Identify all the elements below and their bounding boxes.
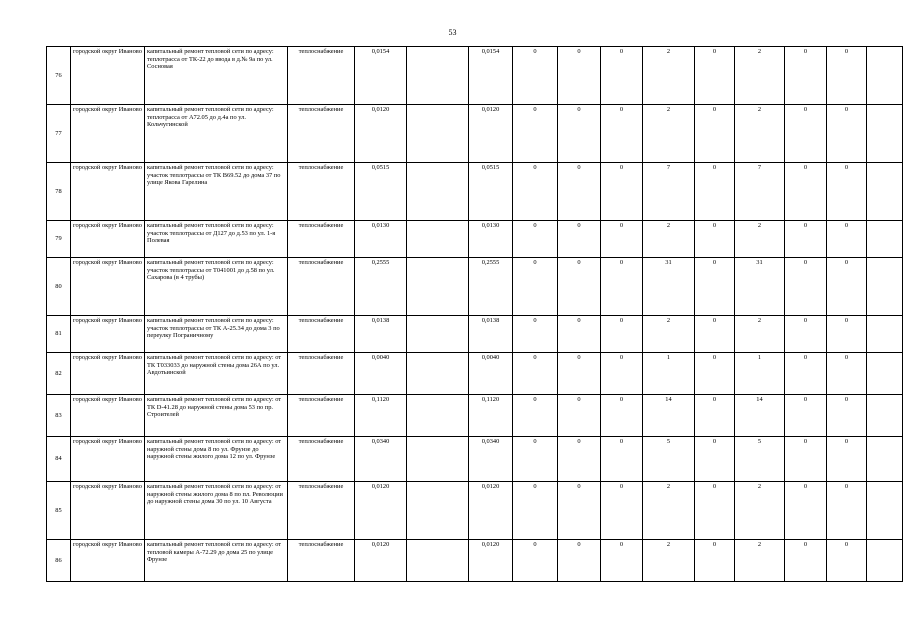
value-cell-3: 0,0340: [469, 437, 513, 482]
value-cell-10: 0: [785, 395, 827, 437]
municipality-cell: городской округ Иваново: [71, 163, 145, 221]
value-cell-10: 0: [785, 221, 827, 258]
value-cell-2: [407, 353, 469, 395]
value-cell-4: 0: [513, 258, 558, 316]
municipality-cell: городской округ Иваново: [71, 258, 145, 316]
value-cell-1: 0,0120: [355, 482, 407, 540]
value-cell-5: 0: [558, 163, 601, 221]
value-cell-3: 0,0138: [469, 316, 513, 353]
municipality-cell: городской округ Иваново: [71, 482, 145, 540]
value-cell-4: 0: [513, 540, 558, 582]
municipality-cell: городской округ Иваново: [71, 395, 145, 437]
value-cell-6: 0: [601, 482, 643, 540]
value-cell-1: 0,0040: [355, 353, 407, 395]
value-cell-12: [867, 47, 903, 105]
value-cell-12: [867, 395, 903, 437]
value-cell-3: 0,1120: [469, 395, 513, 437]
value-cell-2: [407, 540, 469, 582]
description-cell: капитальный ремонт тепловой сети по адресу: теплотрасса от ТК-22 до ввода в д.№ 9а по ул. Сосновая: [145, 47, 288, 105]
type-cell: теплоснабжение: [288, 163, 355, 221]
row-number: 83: [47, 395, 71, 437]
value-cell-1: 0,0120: [355, 540, 407, 582]
table-row: [47, 353, 903, 395]
table-row: [47, 47, 903, 105]
value-cell-5: 0: [558, 316, 601, 353]
value-cell-6: 0: [601, 395, 643, 437]
value-cell-11: 0: [827, 395, 867, 437]
value-cell-11: 0: [827, 47, 867, 105]
value-cell-10: 0: [785, 47, 827, 105]
value-cell-7: 2: [643, 482, 695, 540]
value-cell-7: 2: [643, 316, 695, 353]
value-cell-4: 0: [513, 105, 558, 163]
type-cell: теплоснабжение: [288, 540, 355, 582]
value-cell-10: 0: [785, 540, 827, 582]
table-row: [47, 258, 903, 316]
page-number: 53: [448, 28, 457, 37]
value-cell-12: [867, 540, 903, 582]
row-number: 76: [47, 47, 71, 105]
value-cell-8: 0: [695, 258, 735, 316]
value-cell-9: 14: [735, 395, 785, 437]
municipality-cell: городской округ Иваново: [71, 47, 145, 105]
value-cell-8: 0: [695, 437, 735, 482]
value-cell-12: [867, 163, 903, 221]
value-cell-6: 0: [601, 47, 643, 105]
value-cell-3: 0,0515: [469, 163, 513, 221]
value-cell-11: 0: [827, 540, 867, 582]
value-cell-9: 2: [735, 221, 785, 258]
value-cell-7: 2: [643, 47, 695, 105]
value-cell-11: 0: [827, 163, 867, 221]
value-cell-7: 7: [643, 163, 695, 221]
value-cell-7: 2: [643, 540, 695, 582]
description-cell: капитальный ремонт тепловой сети по адресу: от тепловой камеры А-72.29 до дома 25 по улице Фрунзе: [145, 540, 288, 582]
type-cell: теплоснабжение: [288, 316, 355, 353]
value-cell-2: [407, 482, 469, 540]
type-cell: теплоснабжение: [288, 47, 355, 105]
value-cell-12: [867, 482, 903, 540]
value-cell-10: 0: [785, 353, 827, 395]
value-cell-3: 0,0120: [469, 540, 513, 582]
value-cell-8: 0: [695, 395, 735, 437]
value-cell-11: 0: [827, 258, 867, 316]
row-number: 84: [47, 437, 71, 482]
value-cell-11: 0: [827, 105, 867, 163]
value-cell-9: 2: [735, 540, 785, 582]
type-cell: теплоснабжение: [288, 353, 355, 395]
value-cell-7: 31: [643, 258, 695, 316]
value-cell-6: 0: [601, 105, 643, 163]
value-cell-9: 2: [735, 316, 785, 353]
value-cell-12: [867, 437, 903, 482]
value-cell-10: 0: [785, 482, 827, 540]
value-cell-1: 0,0130: [355, 221, 407, 258]
value-cell-2: [407, 258, 469, 316]
value-cell-2: [407, 395, 469, 437]
value-cell-1: 0,0120: [355, 105, 407, 163]
value-cell-2: [407, 437, 469, 482]
value-cell-9: 2: [735, 47, 785, 105]
table-row: [47, 395, 903, 437]
value-cell-5: 0: [558, 482, 601, 540]
value-cell-4: 0: [513, 316, 558, 353]
value-cell-2: [407, 163, 469, 221]
value-cell-6: 0: [601, 540, 643, 582]
municipality-cell: городской округ Иваново: [71, 221, 145, 258]
value-cell-5: 0: [558, 437, 601, 482]
value-cell-5: 0: [558, 353, 601, 395]
municipality-cell: городской округ Иваново: [71, 540, 145, 582]
value-cell-9: 2: [735, 105, 785, 163]
value-cell-1: 0,1120: [355, 395, 407, 437]
value-cell-6: 0: [601, 221, 643, 258]
value-cell-6: 0: [601, 163, 643, 221]
description-cell: капитальный ремонт тепловой сети по адресу: теплотрасса от А72.05 до д.4а по ул. Кольчугинской: [145, 105, 288, 163]
value-cell-11: 0: [827, 353, 867, 395]
row-number: 77: [47, 105, 71, 163]
value-cell-5: 0: [558, 395, 601, 437]
data-table: [46, 46, 903, 582]
value-cell-12: [867, 105, 903, 163]
row-number: 80: [47, 258, 71, 316]
value-cell-12: [867, 353, 903, 395]
table-row: [47, 482, 903, 540]
value-cell-8: 0: [695, 353, 735, 395]
value-cell-4: 0: [513, 221, 558, 258]
value-cell-6: 0: [601, 353, 643, 395]
value-cell-9: 5: [735, 437, 785, 482]
value-cell-4: 0: [513, 437, 558, 482]
row-number: 79: [47, 221, 71, 258]
value-cell-11: 0: [827, 316, 867, 353]
row-number: 81: [47, 316, 71, 353]
value-cell-6: 0: [601, 437, 643, 482]
value-cell-8: 0: [695, 105, 735, 163]
value-cell-3: 0,2555: [469, 258, 513, 316]
table-row: [47, 316, 903, 353]
row-number: 85: [47, 482, 71, 540]
description-cell: капитальный ремонт тепловой сети по адресу: участок теплотрассы от Т041001 до д.58 по ул. Сахарова (в 4 трубы): [145, 258, 288, 316]
type-cell: теплоснабжение: [288, 395, 355, 437]
table-row: [47, 540, 903, 582]
table-row: [47, 437, 903, 482]
description-cell: капитальный ремонт тепловой сети по адресу: от наружной стены жилого дома 8 по пл. Революции до наружной стены дома 30 по ул. 10 Августа: [145, 482, 288, 540]
value-cell-4: 0: [513, 47, 558, 105]
value-cell-2: [407, 105, 469, 163]
value-cell-11: 0: [827, 482, 867, 540]
description-cell: капитальный ремонт тепловой сети по адресу: от ТК Т033033 до наружной стены дома 26А по ул. Авдотьинской: [145, 353, 288, 395]
value-cell-1: 0,0138: [355, 316, 407, 353]
value-cell-3: 0,0120: [469, 105, 513, 163]
value-cell-10: 0: [785, 437, 827, 482]
value-cell-1: 0,2555: [355, 258, 407, 316]
value-cell-4: 0: [513, 163, 558, 221]
type-cell: теплоснабжение: [288, 437, 355, 482]
value-cell-8: 0: [695, 482, 735, 540]
description-cell: капитальный ремонт тепловой сети по адресу: участок теплотрассы от Д127 до д.53 по ул. 1-я Полевая: [145, 221, 288, 258]
type-cell: теплоснабжение: [288, 105, 355, 163]
row-number: 82: [47, 353, 71, 395]
value-cell-12: [867, 316, 903, 353]
table-row: [47, 163, 903, 221]
value-cell-9: 2: [735, 482, 785, 540]
value-cell-1: 0,0340: [355, 437, 407, 482]
description-cell: капитальный ремонт тепловой сети по адресу: от ТК D-41.28 до наружной стены дома 53 по пр. Строителей: [145, 395, 288, 437]
value-cell-4: 0: [513, 482, 558, 540]
value-cell-4: 0: [513, 395, 558, 437]
value-cell-4: 0: [513, 353, 558, 395]
description-cell: капитальный ремонт тепловой сети по адресу: участок теплотрассы от ТК А-25.34 до дома 3 по переулку Пограничному: [145, 316, 288, 353]
type-cell: теплоснабжение: [288, 258, 355, 316]
value-cell-10: 0: [785, 316, 827, 353]
value-cell-5: 0: [558, 105, 601, 163]
value-cell-9: 7: [735, 163, 785, 221]
municipality-cell: городской округ Иваново: [71, 437, 145, 482]
value-cell-8: 0: [695, 163, 735, 221]
value-cell-12: [867, 221, 903, 258]
value-cell-3: 0,0154: [469, 47, 513, 105]
value-cell-10: 0: [785, 258, 827, 316]
description-cell: капитальный ремонт тепловой сети по адресу: от наружной стены дома 8 по ул. Фрунзе до наружной стены жилого дома 12 по ул. Фрунзе: [145, 437, 288, 482]
value-cell-7: 1: [643, 353, 695, 395]
value-cell-5: 0: [558, 47, 601, 105]
value-cell-8: 0: [695, 316, 735, 353]
value-cell-5: 0: [558, 258, 601, 316]
value-cell-10: 0: [785, 105, 827, 163]
value-cell-2: [407, 47, 469, 105]
type-cell: теплоснабжение: [288, 482, 355, 540]
value-cell-7: 14: [643, 395, 695, 437]
row-number: 78: [47, 163, 71, 221]
value-cell-1: 0,0515: [355, 163, 407, 221]
value-cell-1: 0,0154: [355, 47, 407, 105]
value-cell-3: 0,0130: [469, 221, 513, 258]
value-cell-8: 0: [695, 540, 735, 582]
value-cell-10: 0: [785, 163, 827, 221]
value-cell-6: 0: [601, 258, 643, 316]
value-cell-3: 0,0120: [469, 482, 513, 540]
value-cell-8: 0: [695, 221, 735, 258]
row-number: 86: [47, 540, 71, 582]
table-row: [47, 105, 903, 163]
value-cell-11: 0: [827, 437, 867, 482]
value-cell-3: 0,0040: [469, 353, 513, 395]
value-cell-5: 0: [558, 221, 601, 258]
municipality-cell: городской округ Иваново: [71, 316, 145, 353]
value-cell-7: 2: [643, 105, 695, 163]
value-cell-12: [867, 258, 903, 316]
value-cell-7: 2: [643, 221, 695, 258]
value-cell-9: 1: [735, 353, 785, 395]
value-cell-2: [407, 221, 469, 258]
value-cell-9: 31: [735, 258, 785, 316]
type-cell: теплоснабжение: [288, 221, 355, 258]
value-cell-2: [407, 316, 469, 353]
municipality-cell: городской округ Иваново: [71, 353, 145, 395]
value-cell-6: 0: [601, 316, 643, 353]
table-row: [47, 221, 903, 258]
value-cell-7: 5: [643, 437, 695, 482]
description-cell: капитальный ремонт тепловой сети по адресу: участок теплотрассы от ТК В69.52 до дома 37 по улице Якова Гарелина: [145, 163, 288, 221]
value-cell-8: 0: [695, 47, 735, 105]
value-cell-11: 0: [827, 221, 867, 258]
value-cell-5: 0: [558, 540, 601, 582]
municipality-cell: городской округ Иваново: [71, 105, 145, 163]
